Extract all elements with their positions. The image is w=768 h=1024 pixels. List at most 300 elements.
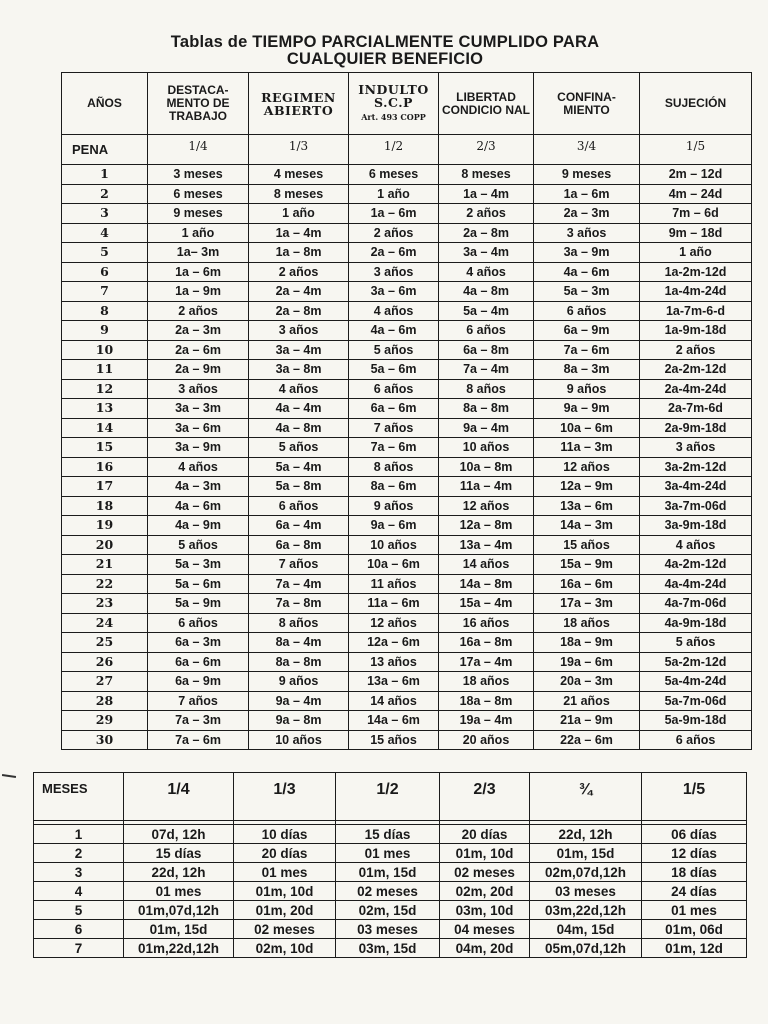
years-row (62, 262, 752, 282)
table-cell: 8a – 8m (439, 399, 534, 419)
years-row (62, 594, 752, 614)
table-cell: 5a – 8m (249, 477, 349, 497)
table-cell: 01 mes (642, 901, 747, 920)
table-cell: 4a – 3m (148, 477, 249, 497)
years-row-label: 24 (62, 613, 148, 633)
years-row-label: 25 (62, 633, 148, 653)
months-table (33, 772, 747, 958)
indulto-label: INDULTO S.C.P (358, 82, 429, 110)
table-cell: 03 meses (336, 920, 440, 939)
table-cell: 01m, 10d (440, 844, 530, 863)
years-row-label: 11 (62, 360, 148, 380)
table-cell: 17a – 3m (534, 594, 640, 614)
table-cell: 10 días (234, 825, 336, 844)
table-cell: 16a – 6m (534, 574, 640, 594)
table-cell: 8 años (249, 613, 349, 633)
table-cell: 06 días (642, 825, 747, 844)
months-row (34, 844, 747, 863)
table-cell: 2a-9m-18d (640, 418, 752, 438)
table-cell: 12 años (349, 613, 439, 633)
month-fraction-header: ¾ (530, 773, 642, 821)
table-cell: 9a – 6m (349, 516, 439, 536)
table-cell: 4 años (148, 457, 249, 477)
column-header-regimen: REGIMEN ABIERTO (249, 73, 349, 135)
years-row (62, 535, 752, 555)
indulto-note: Art. 493 COPP (361, 112, 426, 122)
table-cell: 3a – 6m (349, 282, 439, 302)
table-cell: 10 años (249, 730, 349, 750)
table-cell: 5 años (349, 340, 439, 360)
table-cell: 13a – 6m (534, 496, 640, 516)
month-fraction-header: 1/2 (336, 773, 440, 821)
table-cell: 7 años (349, 418, 439, 438)
table-cell: 4a – 6m (148, 496, 249, 516)
years-row-label: 13 (62, 399, 148, 419)
table-cell: 20a – 3m (534, 672, 640, 692)
table-cell: 01m, 15d (124, 920, 234, 939)
table-cell: 9m – 18d (640, 223, 752, 243)
years-row-label: 20 (62, 535, 148, 555)
table-cell: 4a-2m-12d (640, 555, 752, 575)
years-row (62, 574, 752, 594)
table-cell: 5 años (640, 633, 752, 653)
table-cell: 1a-2m-12d (640, 262, 752, 282)
table-cell: 7a – 6m (534, 340, 640, 360)
table-cell: 03 meses (530, 882, 642, 901)
table-cell: 2a – 3m (148, 321, 249, 341)
table-cell: 6a – 9m (148, 672, 249, 692)
table-cell: 2a – 3m (534, 204, 640, 224)
table-cell: 4 años (640, 535, 752, 555)
table-cell: 14 años (349, 691, 439, 711)
table-cell: 12 años (534, 457, 640, 477)
table-cell: 7m – 6d (640, 204, 752, 224)
years-row (62, 243, 752, 263)
table-cell: 2a-7m-6d (640, 399, 752, 419)
years-row-label: 29 (62, 711, 148, 731)
table-cell: 10a – 6m (349, 555, 439, 575)
pen-mark (2, 774, 16, 778)
table-cell: 1a – 6m (148, 262, 249, 282)
table-cell: 6a – 6m (349, 399, 439, 419)
years-row-label: 8 (62, 301, 148, 321)
table-cell: 02 meses (440, 863, 530, 882)
table-cell: 02 meses (234, 920, 336, 939)
table-cell: 01m, 15d (530, 844, 642, 863)
years-row (62, 730, 752, 750)
years-row (62, 652, 752, 672)
table-cell: 01m, 20d (234, 901, 336, 920)
table-cell: 6a – 9m (534, 321, 640, 341)
table-cell: 18a – 8m (439, 691, 534, 711)
fraction-cell: 1/5 (640, 135, 752, 165)
table-cell: 5a-7m-06d (640, 691, 752, 711)
years-row-label: 5 (62, 243, 148, 263)
table-cell: 6 meses (148, 184, 249, 204)
table-cell: 4a – 9m (148, 516, 249, 536)
table-cell: 6a – 3m (148, 633, 249, 653)
table-cell: 12a – 8m (439, 516, 534, 536)
years-row-label: 30 (62, 730, 148, 750)
table-cell: 1a – 6m (534, 184, 640, 204)
table-cell: 4a – 4m (249, 399, 349, 419)
column-header-indulto (349, 73, 439, 135)
years-row-label: 21 (62, 555, 148, 575)
table-cell: 6 años (439, 321, 534, 341)
table-cell: 2 años (349, 223, 439, 243)
years-row (62, 477, 752, 497)
years-row-label: 26 (62, 652, 148, 672)
months-row (34, 939, 747, 958)
table-cell: 5a – 6m (148, 574, 249, 594)
table-cell: 8a – 6m (349, 477, 439, 497)
years-row-label: 27 (62, 672, 148, 692)
month-fraction-header: 1/3 (234, 773, 336, 821)
table-cell: 22d, 12h (530, 825, 642, 844)
table-cell: 5 años (148, 535, 249, 555)
months-row (34, 901, 747, 920)
table-cell: 3 años (249, 321, 349, 341)
table-cell: 13 años (349, 652, 439, 672)
years-row (62, 555, 752, 575)
table-cell: 20 años (439, 730, 534, 750)
table-cell: 22a – 6m (534, 730, 640, 750)
table-cell: 1 año (148, 223, 249, 243)
table-cell: 03m, 10d (440, 901, 530, 920)
table-cell: 3a – 4m (249, 340, 349, 360)
table-cell: 02 meses (336, 882, 440, 901)
table-cell: 2a – 6m (148, 340, 249, 360)
table-cell: 3a – 9m (534, 243, 640, 263)
months-row (34, 825, 747, 844)
months-corner-label: MESES (34, 773, 124, 821)
table-cell: 8 meses (439, 165, 534, 185)
table-cell: 16a – 8m (439, 633, 534, 653)
table-cell: 24 días (642, 882, 747, 901)
fraction-cell: 1/4 (148, 135, 249, 165)
month-fraction-header: 2/3 (440, 773, 530, 821)
table-cell: 19a – 4m (439, 711, 534, 731)
table-cell: 4 años (249, 379, 349, 399)
table-cell: 5a – 9m (148, 594, 249, 614)
table-cell: 2a – 6m (349, 243, 439, 263)
table-cell: 7a – 4m (249, 574, 349, 594)
years-row (62, 633, 752, 653)
table-cell: 18 días (642, 863, 747, 882)
table-cell: 15 años (349, 730, 439, 750)
years-table (61, 72, 752, 750)
table-cell: 11a – 3m (534, 438, 640, 458)
table-cell: 6 años (640, 730, 752, 750)
table-cell: 9a – 8m (249, 711, 349, 731)
table-cell: 8a – 3m (534, 360, 640, 380)
table-cell: 13a – 4m (439, 535, 534, 555)
table-cell: 6 meses (349, 165, 439, 185)
table-cell: 3 años (640, 438, 752, 458)
years-row-label: 15 (62, 438, 148, 458)
table-cell: 20 días (234, 844, 336, 863)
years-row (62, 340, 752, 360)
years-row-label: 14 (62, 418, 148, 438)
years-row (62, 613, 752, 633)
table-cell: 2 años (148, 301, 249, 321)
years-row (62, 379, 752, 399)
table-cell: 1a-7m-6-d (640, 301, 752, 321)
years-row-label: 23 (62, 594, 148, 614)
table-cell: 9a – 4m (249, 691, 349, 711)
table-cell: 4 años (349, 301, 439, 321)
table-cell: 01m, 15d (336, 863, 440, 882)
table-cell: 10a – 8m (439, 457, 534, 477)
table-cell: 5a-9m-18d (640, 711, 752, 731)
table-cell: 1a– 3m (148, 243, 249, 263)
table-cell: 2a – 9m (148, 360, 249, 380)
fraction-row (62, 135, 752, 165)
table-cell: 5a-2m-12d (640, 652, 752, 672)
table-cell: 1a-9m-18d (640, 321, 752, 341)
table-cell: 02m, 20d (440, 882, 530, 901)
months-row (34, 863, 747, 882)
table-cell: 3a – 6m (148, 418, 249, 438)
table-cell: 4 años (439, 262, 534, 282)
years-row-label: 4 (62, 223, 148, 243)
table-cell: 7a – 8m (249, 594, 349, 614)
title-line-2: CUALQUIER BENEFICIO (286, 50, 484, 68)
table-cell: 8 años (349, 457, 439, 477)
years-row (62, 438, 752, 458)
months-row-label: 2 (34, 844, 124, 863)
years-corner-label: AÑOS (62, 73, 148, 135)
table-cell: 4a-7m-06d (640, 594, 752, 614)
years-row-label: 17 (62, 477, 148, 497)
table-cell: 9a – 4m (439, 418, 534, 438)
page-title (60, 34, 710, 68)
table-cell: 3 años (148, 379, 249, 399)
years-row-label: 6 (62, 262, 148, 282)
table-cell: 1 año (640, 243, 752, 263)
table-cell: 3 meses (148, 165, 249, 185)
column-header-sujecion: SUJECIÓN (640, 73, 752, 135)
years-row-label: 9 (62, 321, 148, 341)
table-cell: 21 años (534, 691, 640, 711)
table-cell: 2a-4m-24d (640, 379, 752, 399)
table-cell: 5a – 3m (534, 282, 640, 302)
months-table-body (34, 825, 747, 958)
table-cell: 01 mes (124, 882, 234, 901)
column-header-confinamiento: CONFINA-MIENTO (534, 73, 640, 135)
years-row-label: 22 (62, 574, 148, 594)
table-cell: 7a – 6m (148, 730, 249, 750)
table-cell: 4 meses (249, 165, 349, 185)
table-cell: 01m, 10d (234, 882, 336, 901)
table-cell: 9a – 9m (534, 399, 640, 419)
years-row-label: 1 (62, 165, 148, 185)
table-cell: 1 año (349, 184, 439, 204)
table-cell: 2 años (640, 340, 752, 360)
table-cell: 10 años (439, 438, 534, 458)
table-cell: 01m,07d,12h (124, 901, 234, 920)
table-cell: 3a – 4m (439, 243, 534, 263)
fraction-cell: 3/4 (534, 135, 640, 165)
years-row-label: 10 (62, 340, 148, 360)
table-cell: 14 años (439, 555, 534, 575)
years-row (62, 496, 752, 516)
table-cell: 3a-2m-12d (640, 457, 752, 477)
table-cell: 22d, 12h (124, 863, 234, 882)
table-cell: 17a – 4m (439, 652, 534, 672)
table-cell: 07d, 12h (124, 825, 234, 844)
table-cell: 6a – 8m (249, 535, 349, 555)
table-cell: 3a-7m-06d (640, 496, 752, 516)
table-cell: 6 años (349, 379, 439, 399)
table-cell: 3a – 9m (148, 438, 249, 458)
table-cell: 11a – 6m (349, 594, 439, 614)
months-row-label: 4 (34, 882, 124, 901)
table-cell: 5a – 4m (249, 457, 349, 477)
table-cell: 4a – 6m (534, 262, 640, 282)
table-cell: 4m – 24d (640, 184, 752, 204)
years-row (62, 184, 752, 204)
table-cell: 5a-4m-24d (640, 672, 752, 692)
table-cell: 1a – 4m (439, 184, 534, 204)
table-cell: 10a – 6m (534, 418, 640, 438)
table-cell: 13a – 6m (349, 672, 439, 692)
table-cell: 12 días (642, 844, 747, 863)
table-cell: 8 meses (249, 184, 349, 204)
table-cell: 18a – 9m (534, 633, 640, 653)
table-cell: 02m,07d,12h (530, 863, 642, 882)
table-cell: 03m,22d,12h (530, 901, 642, 920)
table-cell: 8a – 8m (249, 652, 349, 672)
years-row-label: 12 (62, 379, 148, 399)
years-row (62, 360, 752, 380)
table-cell: 4a – 8m (439, 282, 534, 302)
table-cell: 4a – 6m (349, 321, 439, 341)
table-cell: 04m, 15d (530, 920, 642, 939)
table-cell: 15 días (124, 844, 234, 863)
months-row-label: 7 (34, 939, 124, 958)
table-cell: 15a – 9m (534, 555, 640, 575)
table-cell: 7 años (148, 691, 249, 711)
table-cell: 03m, 15d (336, 939, 440, 958)
table-cell: 3a – 3m (148, 399, 249, 419)
table-cell: 04 meses (440, 920, 530, 939)
table-cell: 9 meses (148, 204, 249, 224)
fraction-cell: 1/3 (249, 135, 349, 165)
title-line-1: Tablas de TIEMPO PARCIALMENTE CUMPLIDO PARA (170, 33, 600, 51)
table-cell: 4a-9m-18d (640, 613, 752, 633)
years-row (62, 301, 752, 321)
table-cell: 7 años (249, 555, 349, 575)
table-cell: 5a – 4m (439, 301, 534, 321)
table-cell: 7a – 3m (148, 711, 249, 731)
table-cell: 11 años (349, 574, 439, 594)
table-cell: 02m, 10d (234, 939, 336, 958)
table-cell: 5a – 3m (148, 555, 249, 575)
months-row-label: 6 (34, 920, 124, 939)
years-row (62, 418, 752, 438)
table-cell: 14a – 3m (534, 516, 640, 536)
table-cell: 1a – 8m (249, 243, 349, 263)
fraction-cell: 2/3 (439, 135, 534, 165)
pena-label: PENA (62, 135, 148, 165)
table-cell: 1 año (249, 204, 349, 224)
months-row-label: 5 (34, 901, 124, 920)
table-cell: 01m, 12d (642, 939, 747, 958)
table-cell: 02m, 15d (336, 901, 440, 920)
table-cell: 16 años (439, 613, 534, 633)
table-cell: 21a – 9m (534, 711, 640, 731)
years-row-label: 28 (62, 691, 148, 711)
years-row-label: 16 (62, 457, 148, 477)
years-row (62, 204, 752, 224)
table-cell: 9 meses (534, 165, 640, 185)
table-cell: 01 mes (234, 863, 336, 882)
table-cell: 12a – 9m (534, 477, 640, 497)
table-cell: 14a – 6m (349, 711, 439, 731)
years-row (62, 672, 752, 692)
table-cell: 8 años (439, 379, 534, 399)
table-cell: 9 años (349, 496, 439, 516)
table-cell: 05m,07d,12h (530, 939, 642, 958)
table-cell: 01m, 06d (642, 920, 747, 939)
table-cell: 15 días (336, 825, 440, 844)
years-row (62, 223, 752, 243)
table-cell: 9 años (534, 379, 640, 399)
table-cell: 1a – 9m (148, 282, 249, 302)
months-row-label: 3 (34, 863, 124, 882)
years-row (62, 457, 752, 477)
table-cell: 6 años (249, 496, 349, 516)
table-cell: 5a – 6m (349, 360, 439, 380)
years-row-label: 19 (62, 516, 148, 536)
table-cell: 2a – 4m (249, 282, 349, 302)
month-fraction-header: 1/5 (642, 773, 747, 821)
table-cell: 12 años (439, 496, 534, 516)
table-cell: 01 mes (336, 844, 440, 863)
fraction-cell: 1/2 (349, 135, 439, 165)
table-cell: 01m,22d,12h (124, 939, 234, 958)
years-row-label: 2 (62, 184, 148, 204)
table-cell: 6a – 4m (249, 516, 349, 536)
years-row (62, 321, 752, 341)
table-cell: 1a-4m-24d (640, 282, 752, 302)
years-row-label: 18 (62, 496, 148, 516)
table-cell: 15 años (534, 535, 640, 555)
table-cell: 2a – 8m (249, 301, 349, 321)
years-row (62, 165, 752, 185)
table-cell: 3a – 8m (249, 360, 349, 380)
years-row-label: 3 (62, 204, 148, 224)
table-cell: 04m, 20d (440, 939, 530, 958)
years-row (62, 516, 752, 536)
column-header-destacamento: DESTACA-MENTO DE TRABAJO (148, 73, 249, 135)
table-cell: 3 años (534, 223, 640, 243)
table-cell: 14a – 8m (439, 574, 534, 594)
table-cell: 1a – 6m (349, 204, 439, 224)
table-cell: 3a-4m-24d (640, 477, 752, 497)
table-cell: 2a – 8m (439, 223, 534, 243)
table-cell: 18 años (534, 613, 640, 633)
table-cell: 9 años (249, 672, 349, 692)
table-cell: 2a-2m-12d (640, 360, 752, 380)
table-cell: 3a-9m-18d (640, 516, 752, 536)
table-cell: 15a – 4m (439, 594, 534, 614)
month-fraction-header: 1/4 (124, 773, 234, 821)
table-cell: 4a-4m-24d (640, 574, 752, 594)
table-cell: 2m – 12d (640, 165, 752, 185)
table-cell: 19a – 6m (534, 652, 640, 672)
